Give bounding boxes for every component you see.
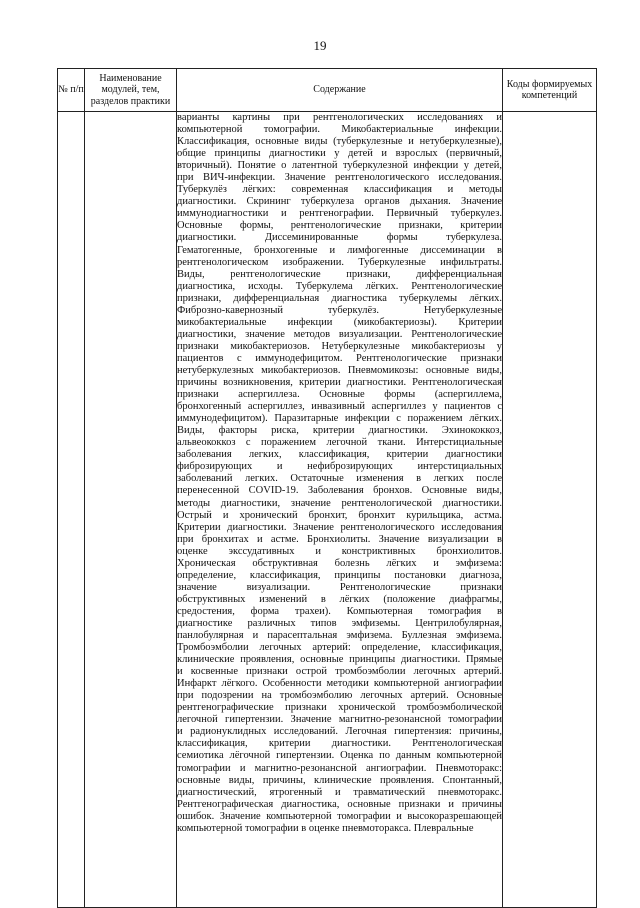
content-line: Острый и хронический бронхит, бронхит курильщика, астма.: [177, 509, 502, 521]
content-line: и косвенные признаки острой тромбоэмболии легочных артерий.: [177, 666, 502, 678]
table-row: [58, 112, 597, 908]
content-line: основные виды, причины, клинические проявления. Спонтанный,: [177, 774, 502, 786]
content-line: Туберкулёз лёгких: современная классификация и методы: [177, 184, 502, 196]
row-competency-codes-cell: [503, 112, 597, 908]
content-line: Гематогенные, бронхогенные и лимфогенные диссеминации в: [177, 244, 502, 256]
content-line: пациентов с иммунодефицитом. Рентгенологические признаки: [177, 352, 502, 364]
content-line: Фиброзно-кавернозный туберкулёз. Нетуберкулезные: [177, 304, 502, 316]
content-line: определение, классификация, принципы постановки диагноза,: [177, 569, 502, 581]
content-line: оценке экссудативных и констриктивных бронхиолитов.: [177, 545, 502, 557]
table-header-row: [58, 69, 597, 112]
content-line: диагностический, ятрогенный и травматический пневмоторакс.: [177, 786, 502, 798]
row-number-cell: [58, 112, 85, 908]
header-competency-codes: Коды формируемых компетенций: [503, 69, 597, 112]
header-module-name: Наименование модулей, тем, разделов практики: [85, 69, 177, 112]
content-line: обструктивных изменений в лёгких (положение диафрагмы,: [177, 593, 502, 605]
content-line: при ВИЧ-инфекции. Значение рентгенологического исследования.: [177, 172, 502, 184]
row-content-cell: [177, 112, 503, 908]
content-line: Классификация, основные виды (туберкулезные и нетуберкулезные),: [177, 136, 502, 148]
content-line: Основные формы, рентгенологические признаки, критерии: [177, 220, 502, 232]
content-line: признаки микобактериозов. Нетуберкулезные микобактериозы у: [177, 340, 502, 352]
content-line: компьютерной томографии. Микобактериальные инфекции.: [177, 124, 502, 136]
content-line: Инфаркт лёгкого. Особенности методики компьютерной ангиографии: [177, 678, 502, 690]
content-line: методы диагностики, значение рентгенологической диагностики.: [177, 497, 502, 509]
content-line: бронхогенный аспергиллез, инвазивный аспергиллез у пациентов с: [177, 401, 502, 413]
content-line: рентгенографические признаки хронической тромбоэмболической: [177, 702, 502, 714]
content-line: при подозрении на тромбоэмболию легочных артерий. Основные: [177, 690, 502, 702]
content-line: вторичный). Понятие о латентной туберкулезной инфекции у детей,: [177, 160, 502, 172]
content-line: рентгенологическом изображении. Туберкулезные инфильтраты.: [177, 256, 502, 268]
content-line: при бронхитах и астме. Бронхиолиты. Значение визуализации в: [177, 533, 502, 545]
content-line: диагностики. Диссеминированные формы туберкулеза.: [177, 232, 502, 244]
content-line: диагностике различных типов эмфиземы. Центрилобулярная,: [177, 617, 502, 629]
content-line: общие принципы диагностики у детей и взрослых (первичный,: [177, 148, 502, 160]
content-line: томографии и магнитно-резонансной ангиографии. Пневмоторакс:: [177, 762, 502, 774]
content-line: панлобулярная и парасептальная эмфизема. Буллезная эмфизема.: [177, 630, 502, 642]
row-module-name-cell: [85, 112, 177, 908]
content-line: Виды, факторы риска, критерии диагностики. Эхинококкоз,: [177, 425, 502, 437]
content-line: причины возникновения, критерии диагностики. Рентгенологическая: [177, 377, 502, 389]
content-line: микобактериальные инфекции (микобактериозы). Критерии: [177, 316, 502, 328]
content-line: компьютерной томографии в оценке пневмоторакса. Плевральные: [177, 822, 474, 834]
content-line: перенесенной COVID-19. Заболевания бронхов. Основные виды,: [177, 485, 502, 497]
content-line: семиотика лёгочной гипертензии. Оценка по данным компьютерной: [177, 750, 502, 762]
content-line: иммунодефицитом). Паразитарные инфекции с поражением лёгких.: [177, 413, 502, 425]
curriculum-table: [57, 68, 597, 908]
content-line: варианты картины при рентгенологических исследованиях и: [177, 112, 502, 123]
content-line: иммунодиагностики и рентгенографии. Первичный туберкулез.: [177, 208, 502, 220]
content-line: классификация, критерии диагностики. Рентгенологическая: [177, 738, 502, 750]
content-line: диагностики. Скрининг туберкулеза органов дыхания. Значение: [177, 196, 502, 208]
content-line: фиброзирующих и нефиброзирующих интерстициальных: [177, 461, 502, 473]
content-line: значение визуализации. Рентгенологические признаки: [177, 581, 502, 593]
content-line: клинические проявления, основные принципы диагностики. Прямые: [177, 654, 502, 666]
content-line: средостения, форма трахеи). Компьютерная томография в: [177, 605, 502, 617]
content-line: Виды, рентгенологические признаки, дифференциальная: [177, 268, 502, 280]
header-number: № п/п: [58, 69, 85, 112]
content-line: ошибок. Значение компьютерной томографии и высокоразрешающей: [177, 810, 502, 822]
page-number: 19: [313, 38, 327, 53]
content-line: Рентгенографическая диагностика, основные признаки и причины: [177, 798, 502, 810]
content-line: и радионуклидных исследований. Легочная гипертензия: причины,: [177, 726, 502, 738]
content-line: альвеококкоз с поражением легочной ткани. Интерстициальные: [177, 437, 502, 449]
content-line: нетуберкулезных микобактериозов. Пневмомикозы: основные виды,: [177, 364, 502, 376]
content-line: легочной гипертензии. Значение магнитно-резонансной томографии: [177, 714, 502, 726]
content-line: признаки аспергиллеза. Основные формы (аспергиллема,: [177, 389, 502, 401]
content-line: Критерии диагностики. Значение рентгенологического исследования: [177, 521, 502, 533]
header-content: Содержание: [177, 69, 503, 112]
content-line: Тромбоэмболии легочных артерий: определение, классификация,: [177, 642, 502, 654]
content-line: диагностики, значение методов визуализации. Рентгенологические: [177, 328, 502, 340]
content-line: признаки, дифференциальная диагностика туберкулемы лёгких.: [177, 292, 502, 304]
content-line: Хроническая обструктивная болезнь лёгких и эмфизема:: [177, 557, 502, 569]
content-line: диагностика, исходы. Туберкулема лёгких. Рентгенологические: [177, 280, 502, 292]
content-line: заболевания легких, классификация, критерии диагностики: [177, 449, 502, 461]
content-line: заболеваний легких. Остаточные изменения в легких после: [177, 473, 502, 485]
